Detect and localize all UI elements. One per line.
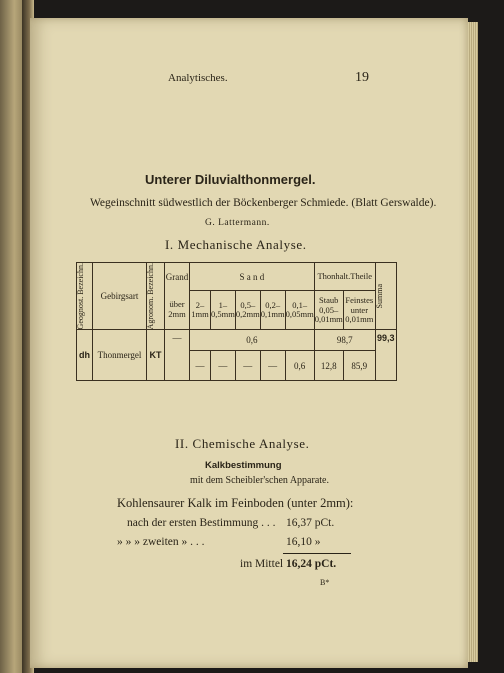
sand-col-2: 1– 0,5mm — [211, 291, 236, 330]
apparatus-note: mit dem Scheibler'schen Apparate. — [190, 475, 329, 486]
thon-col-feinstes: Feinstes unter 0,01mm — [343, 291, 375, 330]
col-gebirgsart-header: Gebirgsart — [93, 263, 147, 330]
first-determination-value: 16,37 pCt. — [286, 517, 335, 529]
mechanical-analysis-table — [76, 262, 397, 381]
location-subtitle: Wegeinschnitt südwestlich der Böckenberger Schmiede. (Blatt Gerswalde). — [90, 197, 437, 209]
sand-value-2: — — [211, 351, 236, 381]
kalk-intro-line: Kohlensaurer Kalk im Feinboden (unter 2mm): — [117, 496, 354, 510]
sand-value-3: — — [235, 351, 260, 381]
sand-col-1: 2– 1mm — [190, 291, 211, 330]
sand-col-4: 0,2– 0,1mm — [260, 291, 285, 330]
author: G. Lattermann. — [205, 218, 270, 228]
sand-total: 0,6 — [190, 330, 315, 351]
col-geognost-header: Geognost. Bezeichn. — [77, 263, 93, 330]
row-geognost: dh — [77, 330, 93, 381]
grand-subheader: über 2mm — [165, 291, 190, 330]
thon-total: 98,7 — [314, 330, 375, 351]
sand-col-3: 0,5– 0,2mm — [235, 291, 260, 330]
row-agronom: KT — [147, 330, 165, 381]
running-title: Analytisches. — [168, 72, 228, 84]
col-agronom-header: Agronom. Bezeichn. — [147, 263, 165, 330]
row-grand: — — [165, 330, 190, 381]
col-summa-header: Summa — [375, 263, 396, 330]
sand-col-5: 0,1– 0,05mm — [285, 291, 314, 330]
kalk-title: Kalkbestimmung — [205, 460, 282, 471]
printer-signature: B* — [320, 578, 330, 587]
section-mechanical-heading: I. Mechanische Analyse. — [165, 237, 307, 252]
second-determination-label: » » » zweiten » . . . — [117, 536, 205, 548]
sand-value-5: 0,6 — [285, 351, 314, 381]
thon-header: Thonhalt.Theile — [314, 263, 375, 291]
page-number: 19 — [355, 70, 369, 85]
mean-value: 16,24 pCt. — [286, 558, 337, 570]
thon-col-staub: Staub 0,05– 0,01mm — [314, 291, 343, 330]
sand-value-1: — — [190, 351, 211, 381]
thon-value-feinstes: 85,9 — [343, 351, 375, 381]
sand-value-4: — — [260, 351, 285, 381]
row-gebirgsart: Thonmergel — [93, 330, 147, 381]
page-stack-edge — [468, 22, 478, 662]
col-grand-header: Grand — [165, 263, 190, 291]
summa-value: 99,3 — [375, 330, 396, 381]
page-title: Unterer Diluvialthonmergel. — [145, 172, 316, 187]
first-determination-label: nach der ersten Bestimmung . . . — [127, 517, 276, 529]
sum-rule — [283, 553, 351, 554]
second-determination-value: 16,10 » — [286, 536, 321, 548]
section-chemical-heading: II. Chemische Analyse. — [175, 436, 310, 451]
mean-label: im Mittel — [240, 558, 284, 570]
sand-header: S a n d — [190, 263, 315, 291]
thon-value-staub: 12,8 — [314, 351, 343, 381]
